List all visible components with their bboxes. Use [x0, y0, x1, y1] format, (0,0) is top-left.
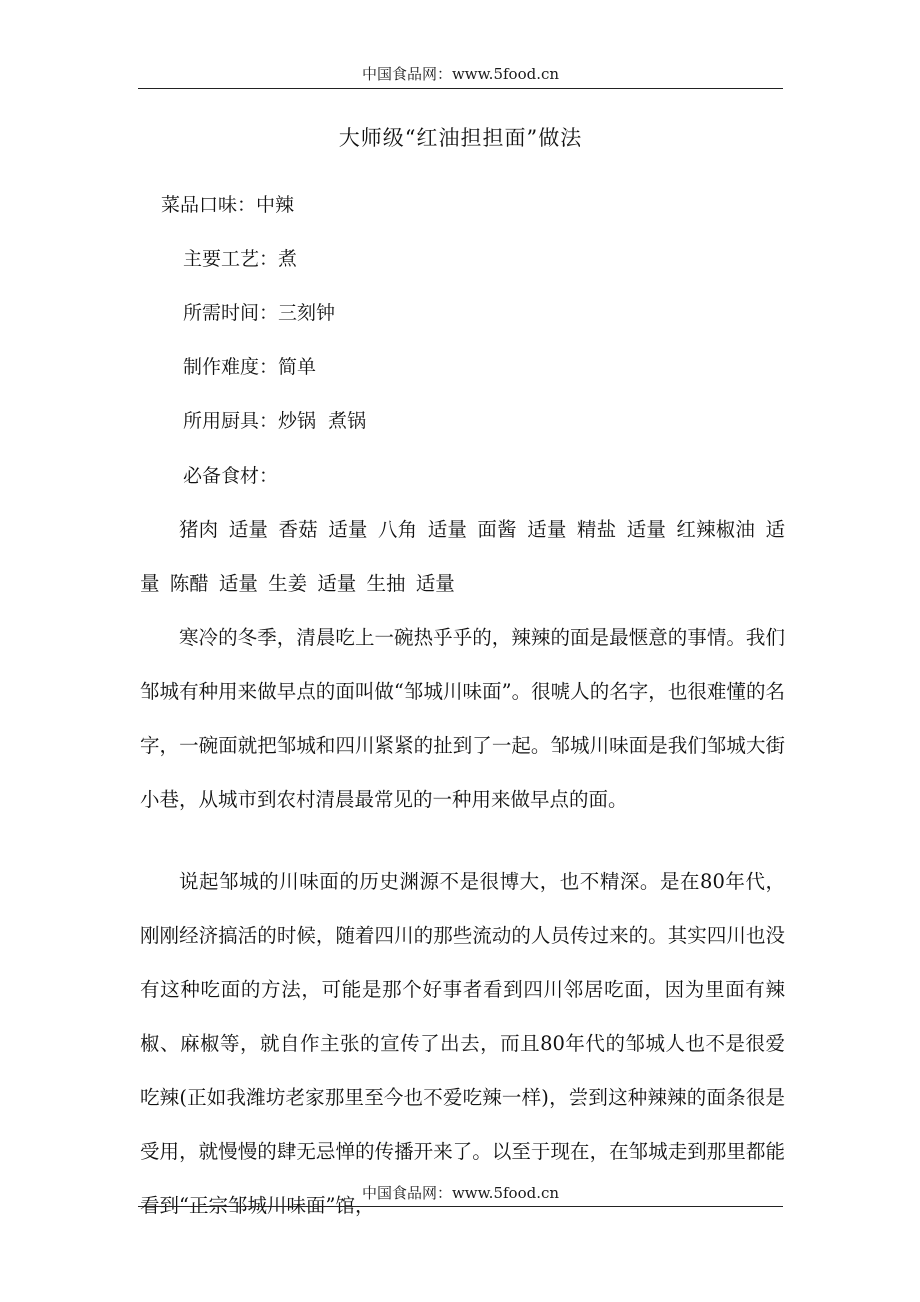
meta-time: 所需时间：三刻钟	[183, 302, 336, 324]
meta-difficulty: 制作难度：简单	[183, 356, 317, 378]
page-title: 大师级“红油担担面”做法	[338, 126, 583, 150]
footer-divider	[138, 1206, 783, 1207]
meta-technique: 主要工艺：煮	[183, 248, 298, 270]
page-footer: 中国食品网：www.5food.cn	[361, 1184, 560, 1202]
body-paragraph-2: 说起邹城的川味面的历史渊源不是很博大，也不精深。是在80年代，刚刚经济搞活的时候，随着四川的那些流动的人员传过来的。其实四川也没有这种吃面的方法，可能是那个好事者看到四川邻居吃面，因为里面有辣椒、麻椒等，就自作主张的宣传了出去，而且80年代的邹城人也不是很爱吃辣(正如我潍坊老家那里至今也不爱吃辣一样)，尝到这种辣辣的面条很是受用，就慢慢的肆无忌惮的传播开来了。以至于现在，在邹城走到那里都能看到“正宗邹城川味面”馆，	[140, 870, 785, 1217]
page-header: 中国食品网：www.5food.cn	[361, 65, 560, 83]
ingredients-list: 猪肉 适量 香菇 适量 八角 适量 面酱 适量 精盐 适量 红辣椒油 适量 陈醋 适量 生姜 适量 生抽 适量	[140, 518, 785, 595]
body-paragraph-1: 寒冷的冬季，清晨吃上一碗热乎乎的，辣辣的面是最惬意的事情。我们邹城有种用来做早点的面叫做“邹城川味面”。很唬人的名字，也很难懂的名字，一碗面就把邹城和四川紧紧的扯到了一起。邹城川味面是我们邹城大街小巷，从城市到农村清晨最常见的一种用来做早点的面。	[140, 626, 785, 811]
meta-flavor: 菜品口味：中辣	[161, 194, 295, 216]
meta-ingredients-label: 必备食材：	[183, 465, 279, 487]
meta-cookware: 所用厨具：炒锅 煮锅	[183, 410, 367, 432]
